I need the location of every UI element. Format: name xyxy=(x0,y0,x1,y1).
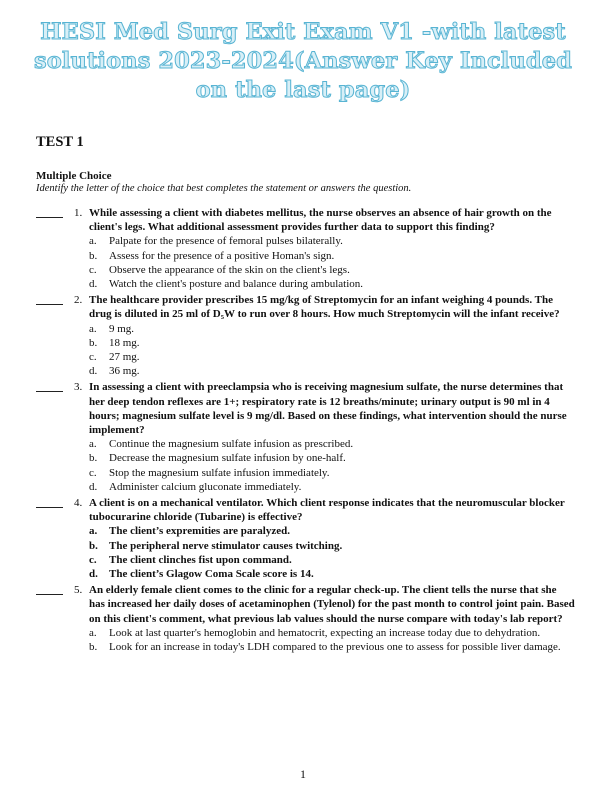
option-text: 9 mg. xyxy=(109,322,135,335)
answer-option xyxy=(89,640,569,654)
answer-option xyxy=(89,466,569,480)
option-text: 36 mg. xyxy=(109,365,140,378)
answer-option xyxy=(89,553,569,567)
option-letter: d. xyxy=(89,278,98,291)
option-letter: a. xyxy=(89,525,98,538)
option-letter: c. xyxy=(89,263,97,276)
test-label: TEST 1 xyxy=(36,134,84,150)
option-letter: a. xyxy=(89,438,97,451)
answer-option xyxy=(89,277,569,291)
answer-blank[interactable] xyxy=(36,206,63,218)
question-item xyxy=(0,206,606,291)
question-item xyxy=(0,583,606,654)
option-letter: b. xyxy=(89,336,98,349)
option-letter: c. xyxy=(89,351,97,364)
question-item xyxy=(0,496,606,581)
option-letter: b. xyxy=(89,452,98,465)
option-text: Look for an increase in today's LDH compared to the previous one to assess for possible liver damage. xyxy=(109,641,561,654)
answer-blank[interactable] xyxy=(36,496,63,508)
option-text: The client’s expremities are paralyzed. xyxy=(109,525,290,538)
option-letter: d. xyxy=(89,480,98,493)
question-number: 1. xyxy=(74,207,83,219)
question-text: The healthcare provider prescribes 15 mg/kg of Streptomycin for an infant weighing 4 pounds. The drug is diluted in 25 ml of D₅W to run over 8 hours. How much Streptomycin will the infant receive? xyxy=(89,294,560,321)
option-letter: a. xyxy=(89,322,97,335)
question-number: 3. xyxy=(74,381,83,394)
answer-option xyxy=(89,539,569,553)
answer-option xyxy=(89,249,569,263)
question-item xyxy=(0,380,606,494)
answer-option xyxy=(89,234,569,248)
answer-option xyxy=(89,364,569,378)
option-text: The client’s Glagow Coma Scale score is 14. xyxy=(109,568,314,581)
option-letter: d. xyxy=(89,365,98,378)
answer-option xyxy=(89,567,569,581)
option-text: Watch the client's posture and balance during ambulation. xyxy=(109,278,364,291)
option-text: 18 mg. xyxy=(109,336,140,349)
option-letter: c. xyxy=(89,553,97,566)
option-letter: b. xyxy=(89,539,98,552)
option-text: 27 mg. xyxy=(109,351,140,364)
question-text: An elderly female client comes to the clinic for a regular check-up. The client tells the nurse that she has increased her daily doses of acetaminophen (Tylenol) for the past month to control joint pain. Based on this client's comment, what previous lab values should the nurse compare with today's lab report? xyxy=(89,584,575,625)
option-text: Administer calcium gluconate immediately. xyxy=(109,480,302,493)
answer-blank[interactable] xyxy=(36,293,63,305)
answer-blank[interactable] xyxy=(36,380,63,392)
option-letter: c. xyxy=(89,466,97,479)
option-letter: b. xyxy=(89,641,98,654)
question-number: 5. xyxy=(74,584,83,597)
option-text: Palpate for the presence of femoral pulses bilaterally. xyxy=(109,235,343,248)
answer-option xyxy=(89,263,569,277)
question-text: In assessing a client with preeclampsia who is receiving magnesium sulfate, the nurse determines that her deep tendon reflexes are 1+; respiratory rate is 12 breaths/minute; urinary output is 90 ml in 4 hours; magnesium sulfate level is 9 mg/dl. Based on these findings, what intervention should the nurse implement? xyxy=(89,381,567,437)
option-text: Stop the magnesium sulfate infusion immediately. xyxy=(109,466,330,479)
question-item xyxy=(0,293,606,378)
answer-blank[interactable] xyxy=(36,583,63,595)
option-letter: b. xyxy=(89,249,98,262)
answer-option xyxy=(89,451,569,465)
option-text: Look at last quarter's hemoglobin and hematocrit, expecting an increase today due to dehydration. xyxy=(109,626,541,639)
instructions: Identify the letter of the choice that best completes the statement or answers the question. xyxy=(36,183,412,194)
option-text: The peripheral nerve stimulator causes twitching. xyxy=(109,539,343,552)
option-letter: a. xyxy=(89,626,97,639)
answer-option xyxy=(89,437,569,451)
document-title: HESI Med Surg Exit Exam V1 -with latest solutions 2023-2024(Answer Key Included on the last page) xyxy=(34,19,572,103)
page-number: 1 xyxy=(300,767,306,781)
answer-option xyxy=(89,626,569,640)
answer-option xyxy=(89,350,569,364)
answer-option xyxy=(89,322,569,336)
question-text: A client is on a mechanical ventilator. Which client response indicates that the neuromuscular blocker tubocurarine chloride (Tubarine) is effective? xyxy=(89,497,565,524)
question-list xyxy=(0,206,606,656)
option-letter: d. xyxy=(89,568,98,581)
option-text: Decrease the magnesium sulfate infusion by one-half. xyxy=(109,452,346,465)
answer-option xyxy=(89,336,569,350)
option-text: Assess for the presence of a positive Homan's sign. xyxy=(109,249,335,262)
option-text: Observe the appearance of the skin on the client's legs. xyxy=(109,263,350,276)
question-number: 4. xyxy=(74,497,83,510)
option-text: Continue the magnesium sulfate infusion as prescribed. xyxy=(109,438,354,451)
answer-option xyxy=(89,524,569,538)
answer-option xyxy=(89,480,569,494)
question-text: While assessing a client with diabetes mellitus, the nurse observes an absence of hair growth on the client's legs. What additional assessment provides further data to support this finding? xyxy=(89,207,552,234)
section-type-label: Multiple Choice xyxy=(36,170,112,182)
option-letter: a. xyxy=(89,235,97,248)
option-text: The client clinches fist upon command. xyxy=(109,553,292,566)
question-number: 2. xyxy=(74,294,83,307)
